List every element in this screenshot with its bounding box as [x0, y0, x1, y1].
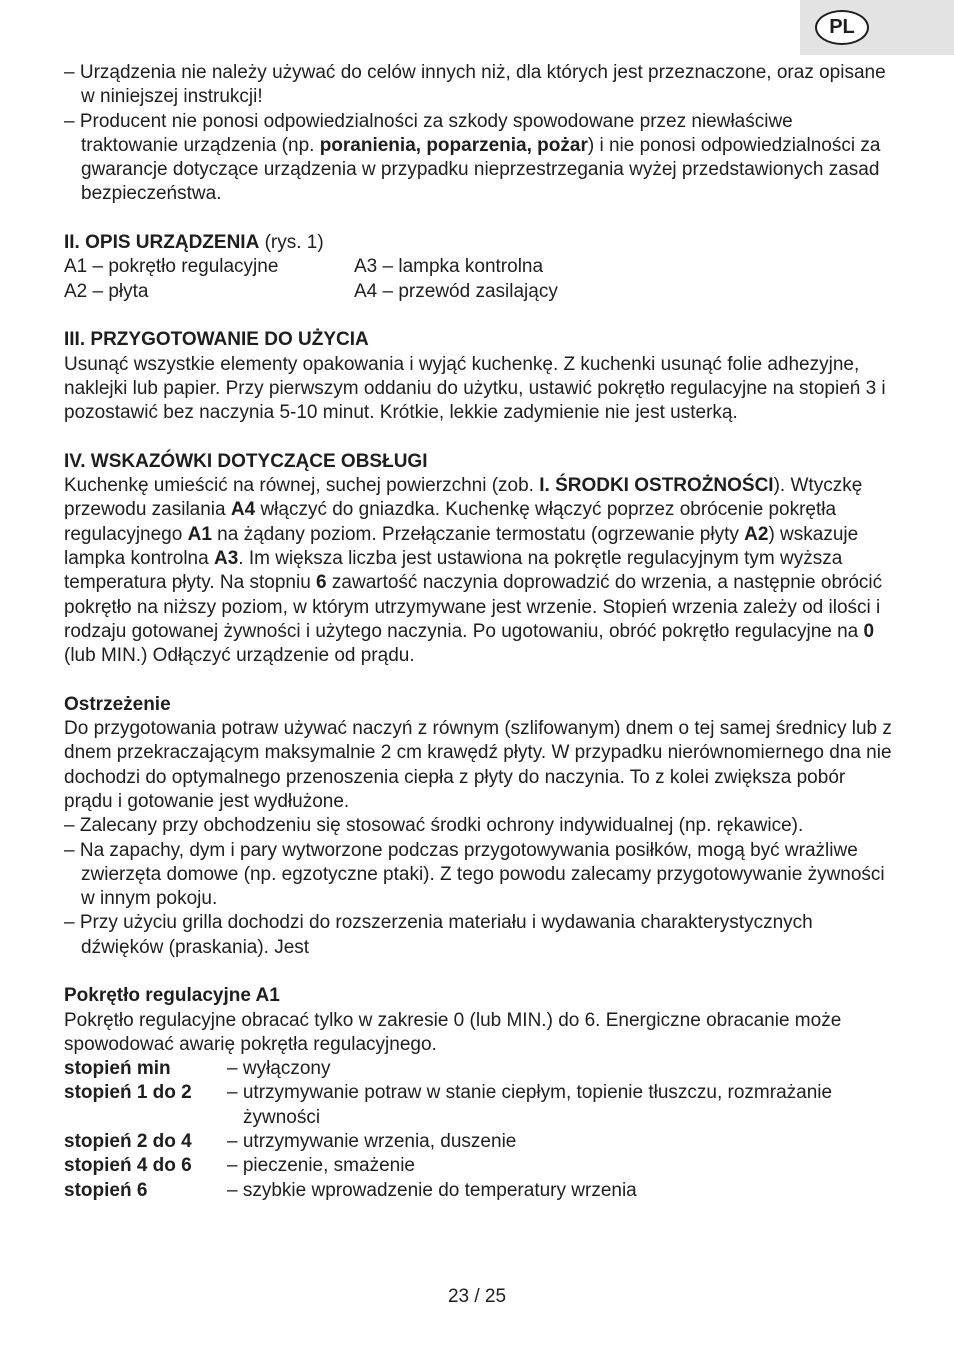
level-label: stopień 6: [64, 1179, 148, 1201]
level-desc: – wyłączony: [227, 1058, 331, 1080]
warning-bullet-2: – Na zapachy, dym i pary wytworzone podczas przygotowywania posiłków, mogą być wrażliwe zwierzęta domowe (np. egzotyczne ptaki). Z tego powodu zalecamy przygotowywanie żywności w innym pokoju.: [64, 839, 885, 910]
intro-bullet-1: – Urządzenia nie należy używać do celów innych niż, dla których jest przeznaczone, oraz opisane w niniejszej instrukcji!: [64, 62, 886, 108]
part-a1: A1 – pokrętło regulacyjne: [64, 256, 279, 278]
section-3-heading: III. PRZYGOTOWANIE DO UŻYCIA: [64, 329, 369, 351]
section-4-text: Kuchenkę umieścić na równej, suchej powierzchni (zob. I. ŚRODKI OSTROŻNOŚCI). Wtyczkę przewodu zasilania A4 włączyć do gniazdka. Kuchenkę włączyć poprzez obrócenie pokrętła regulacyjnego A1 na żądany poziom. Przełączanie termostatu (ogrzewanie płyty A2) wskazuje lampka kontrolna A3. Im większa liczba jest ustawiona na pokrętle regulacyjnym tym wyższa temperatura płyty. Na stopniu 6 zawartość naczynia doprowadzić do wrzenia, a następnie obrócić pokrętło na niższy poziom, w którym utrzymywane jest wrzenie. Stopień wrzenia zależy od ilości i rodzaju gotowanej żywności i użytego naczynia. Po ugotowaniu, obróć pokrętło regulacyjne na 0 (lub MIN.) Odłączyć urządzenie od prądu.: [64, 475, 883, 667]
warning-text: Do przygotowania potraw używać naczyń z równym (szlifowanym) dnem o tej samej średnicy lub z dnem przekraczającym maksymalnie 2 cm krawędź płyty. W przypadku nierównomiernego dna nie dochodzi do optymalnego przenoszenia ciepła z płyty do naczynia. To z kolei zwiększa pobór prądu i gotowanie jest wydłużone.: [64, 718, 892, 812]
warning-bullet-1: – Zalecany przy obchodzeniu się stosować środki ochrony indywidualnej (np. rękawice).: [64, 815, 804, 837]
level-row: [64, 1130, 894, 1154]
part-a3: A3 – lampka kontrolna: [354, 256, 544, 278]
intro-bullet-2: – Producent nie ponosi odpowiedzialności za szkody spowodowane przez niewłaściwe traktowanie urządzenia (np. poranienia, poparzenia, pożar) i nie ponosi odpowiedzialności za gwarancje dotyczące urządzenia w przypadku nieprzestrzegania wyżej przedstawionych zasad bezpieczeństwa.: [64, 110, 881, 205]
level-label: stopień 2 do 4: [64, 1131, 192, 1153]
level-desc: – pieczenie, smażenie: [227, 1155, 415, 1177]
knob-text: Pokrętło regulacyjne obracać tylko w zakresie 0 (lub MIN.) do 6. Energiczne obracanie może spowodować awarię pokrętła regulacyjnego.: [64, 1009, 842, 1055]
section-2-heading: II. OPIS URZĄDZENIA (rys. 1): [64, 232, 324, 254]
level-row: [64, 1081, 894, 1130]
level-desc: – utrzymywanie potraw w stanie ciepłym, topienie tłuszczu, rozmrażanie żywności: [227, 1082, 833, 1128]
language-tab: [800, 0, 954, 55]
page-number: 23 / 25: [447, 1286, 507, 1307]
level-desc: – utrzymywanie wrzenia, duszenie: [227, 1131, 517, 1153]
level-label: stopień 1 do 2: [64, 1082, 192, 1104]
section-4-heading: IV. WSKAZÓWKI DOTYCZĄCE OBSŁUGI: [64, 450, 428, 472]
part-a2: A2 – płyta: [64, 280, 149, 302]
part-a4: A4 – przewód zasilający: [354, 280, 558, 302]
level-label: stopień 4 do 6: [64, 1155, 192, 1177]
knob-heading: Pokrętło regulacyjne A1: [64, 985, 280, 1007]
level-desc: – szybkie wprowadzenie do temperatury wrzenia: [227, 1179, 637, 1201]
level-row: [64, 1154, 894, 1178]
warning-heading: Ostrzeżenie: [64, 693, 171, 715]
level-label: stopień min: [64, 1058, 171, 1080]
parts-row-1: [64, 255, 894, 279]
parts-row-2: [64, 280, 894, 304]
level-row: [64, 1179, 894, 1203]
warning-bullet-3: – Przy użyciu grilla dochodzi do rozszerzenia materiału i wydawania charakterystycznych dźwięków (praskania). Jest: [64, 912, 813, 958]
section-3-text: Usunąć wszystkie elementy opakowania i wyjąć kuchenkę. Z kuchenki usunąć folie adhezyjne, naklejki lub papier. Przy pierwszym oddaniu do użytku, ustawić pokrętło regulacyjne na stopień 3 i pozostawić bez naczynia 5-10 minut. Krótkie, lekkie zadymienie nie jest usterką.: [64, 353, 886, 424]
level-row: [64, 1057, 894, 1081]
language-badge: PL: [815, 10, 869, 45]
page-content: [64, 61, 894, 1203]
